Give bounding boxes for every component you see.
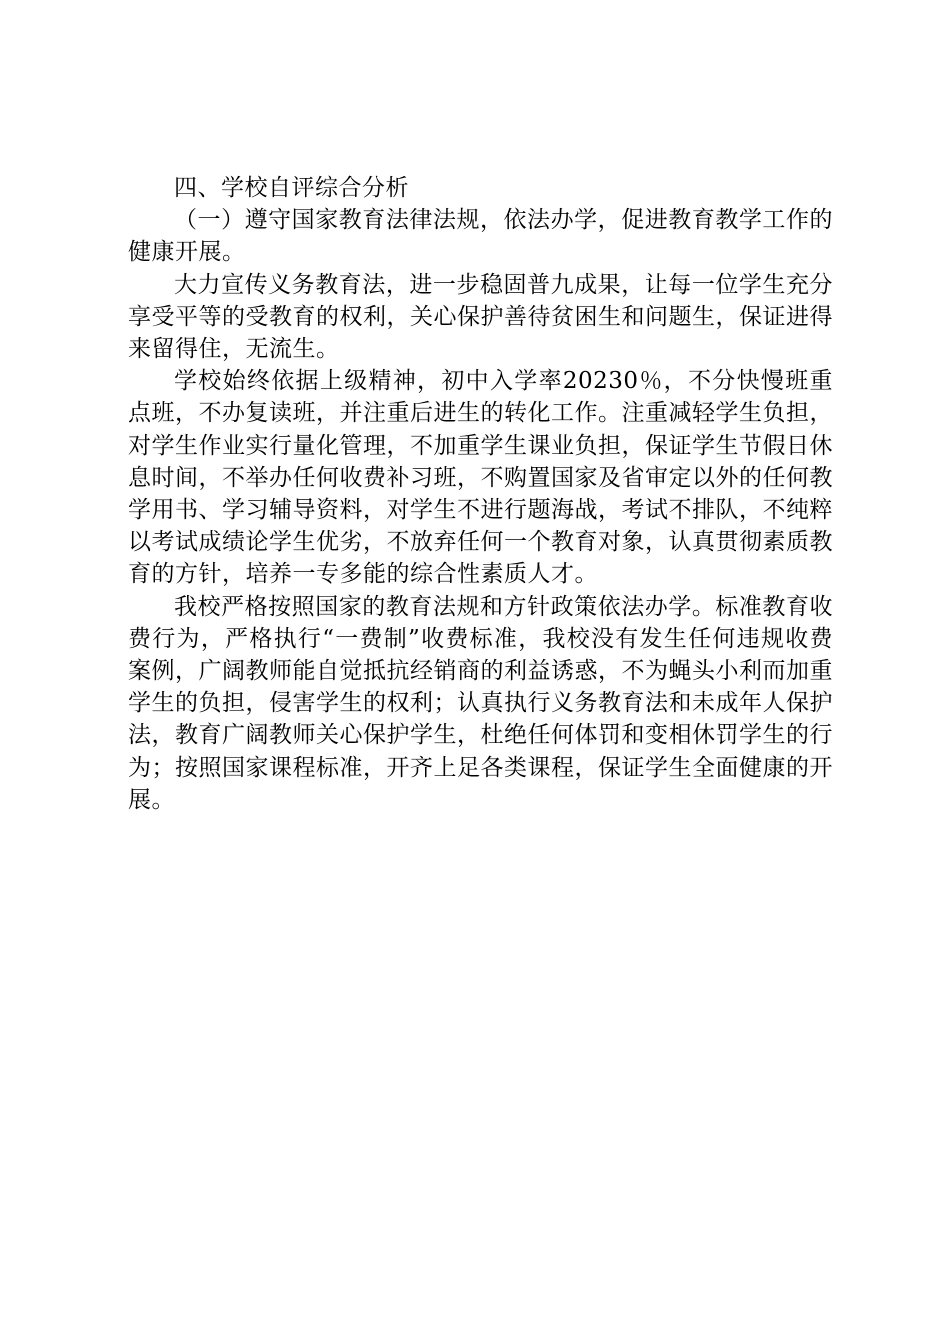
body-paragraph: 学校始终依据上级精神，初中入学率20230％，不分快慢班重点班，不办复读班，并注重后进生的转化工作。注重减轻学生负担，对学生作业实行量化管理，不加重学生课业负担，保证学生节假日休息时间，不举办任何收费补习班，不购置国家及省审定以外的任何教学用书、学习辅导资料，对学生不进行题海战，考试不排队，不纯粹以考试成绩论学生优劣，不放弃任何一个教育对象，认真贯彻素质教育的方针，培养一专多能的综合性素质人才。	[128, 368, 833, 588]
subsection-heading: （一）遵守国家教育法律法规，依法办学，促进教育教学工作的健康开展。	[128, 207, 833, 266]
document-body	[128, 172, 833, 816]
section-heading: 四、学校自评综合分析	[174, 175, 409, 201]
body-paragraph: 我校严格按照国家的教育法规和方针政策依法办学。标准教育收费行为，严格执行“一费制”收费标准，我校没有发生任何违规收费案例，广阔教师能自觉抵抗经销商的利益诱惑，不为蝇头小利而加重学生的负担，侵害学生的权利；认真执行义务教育法和未成年人保护法，教育广阔教师关心保护学生，杜绝任何体罚和变相休罚学生的行为；按照国家课程标准，开齐上足各类课程，保证学生全面健康的开展。	[128, 593, 833, 813]
body-paragraph: 大力宣传义务教育法，进一步稳固普九成果，让每一位学生充分享受平等的受教育的权利，关心保护善待贫困生和问题生，保证进得来留得住，无流生。	[128, 271, 833, 363]
